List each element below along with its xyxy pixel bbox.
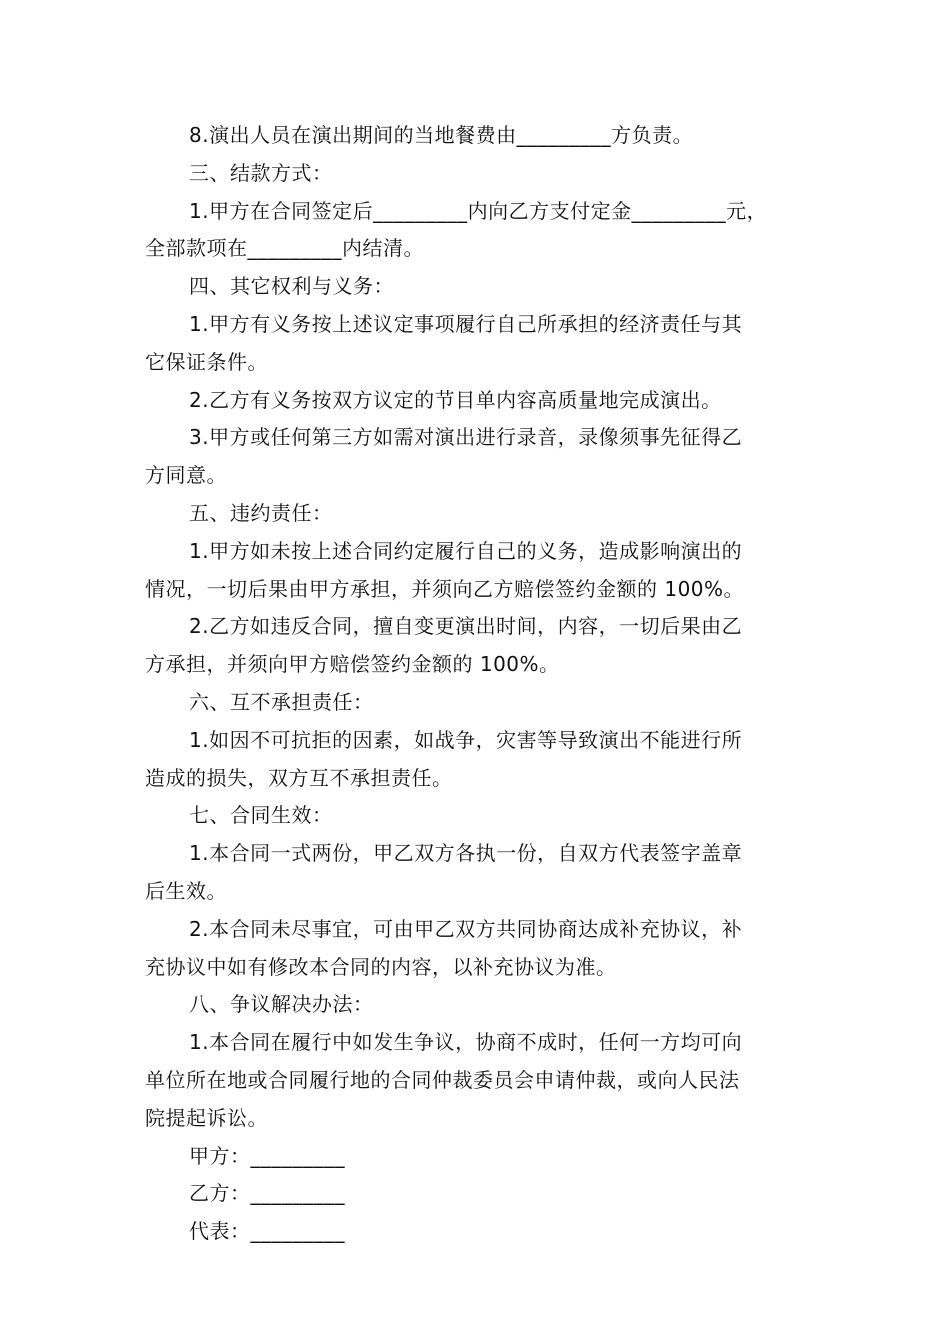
clause-recording: 3.甲方或任何第三方如需对演出进行录音，录像须事先征得乙: [189, 425, 743, 450]
clause-party-b-duty: 2.乙方有义务按双方议定的节目单内容高质量地完成演出。: [189, 387, 722, 412]
clause-breach-a: 1.甲方如未按上述合同约定履行自己的义务，造成影响演出的: [189, 538, 743, 563]
clause-force-majeure: 1.如因不可抗拒的因素，如战争，灾害等导致演出不能进行所: [189, 727, 743, 752]
clause-supplement: 2.本合同未尽事宜，可由甲乙双方共同协商达成补充协议，补: [189, 916, 743, 941]
clause-deposit: 1.甲方在合同签定后_________内向乙方支付定金_________元，: [189, 198, 768, 223]
section-heading-dispute: 八、争议解决办法：: [189, 992, 374, 1017]
signature-representative: 代表：_________: [189, 1219, 345, 1244]
clause-copies: 1.本合同一式两份，甲乙双方各执一份，自双方代表签字盖章: [189, 841, 743, 866]
clause-meal-fee: 8.演出人员在演出期间的当地餐费由_________方负责。: [189, 123, 694, 147]
clause-dispute-cont-2: 院提起诉讼。: [145, 1105, 268, 1130]
clause-dispute-cont-1: 单位所在地或合同履行地的合同仲裁委员会申请仲裁，或向人民法: [145, 1067, 740, 1092]
clause-force-majeure-cont: 造成的损失，双方互不承担责任。: [145, 765, 453, 790]
clause-copies-cont: 后生效。: [145, 878, 227, 903]
clause-breach-b: 2.乙方如违反合同，擅自变更演出时间，内容，一切后果由乙: [189, 614, 743, 639]
clause-party-a-duty: 1.甲方有义务按上述议定事项履行自己所承担的经济责任与其: [189, 311, 743, 336]
clause-supplement-cont: 充协议中如有修改本合同的内容，以补充协议为准。: [145, 954, 617, 979]
section-heading-force-majeure: 六、互不承担责任：: [189, 689, 374, 714]
clause-breach-b-cont: 方承担，并须向甲方赔偿签约金额的 100%。: [145, 652, 560, 677]
section-heading-rights: 四、其它权利与义务：: [189, 274, 394, 299]
clause-party-a-duty-cont: 它保证条件。: [145, 349, 268, 374]
document-body: [145, 117, 815, 1251]
section-heading-payment: 三、结款方式：: [189, 160, 333, 185]
section-heading-effect: 七、合同生效：: [189, 803, 333, 828]
clause-deposit-cont: 全部款项在_________内结清。: [145, 236, 424, 261]
signature-party-a: 甲方：_________: [189, 1143, 345, 1168]
clause-dispute: 1.本合同在履行中如发生争议，协商不成时，任何一方均可向: [189, 1030, 743, 1055]
section-heading-breach: 五、违约责任：: [189, 500, 333, 525]
signature-party-b: 乙方：_________: [189, 1181, 345, 1206]
clause-breach-a-cont: 情况，一切后果由甲方承担，并须向乙方赔偿签约金额的 100%。: [145, 576, 745, 601]
clause-recording-cont: 方同意。: [145, 463, 227, 488]
